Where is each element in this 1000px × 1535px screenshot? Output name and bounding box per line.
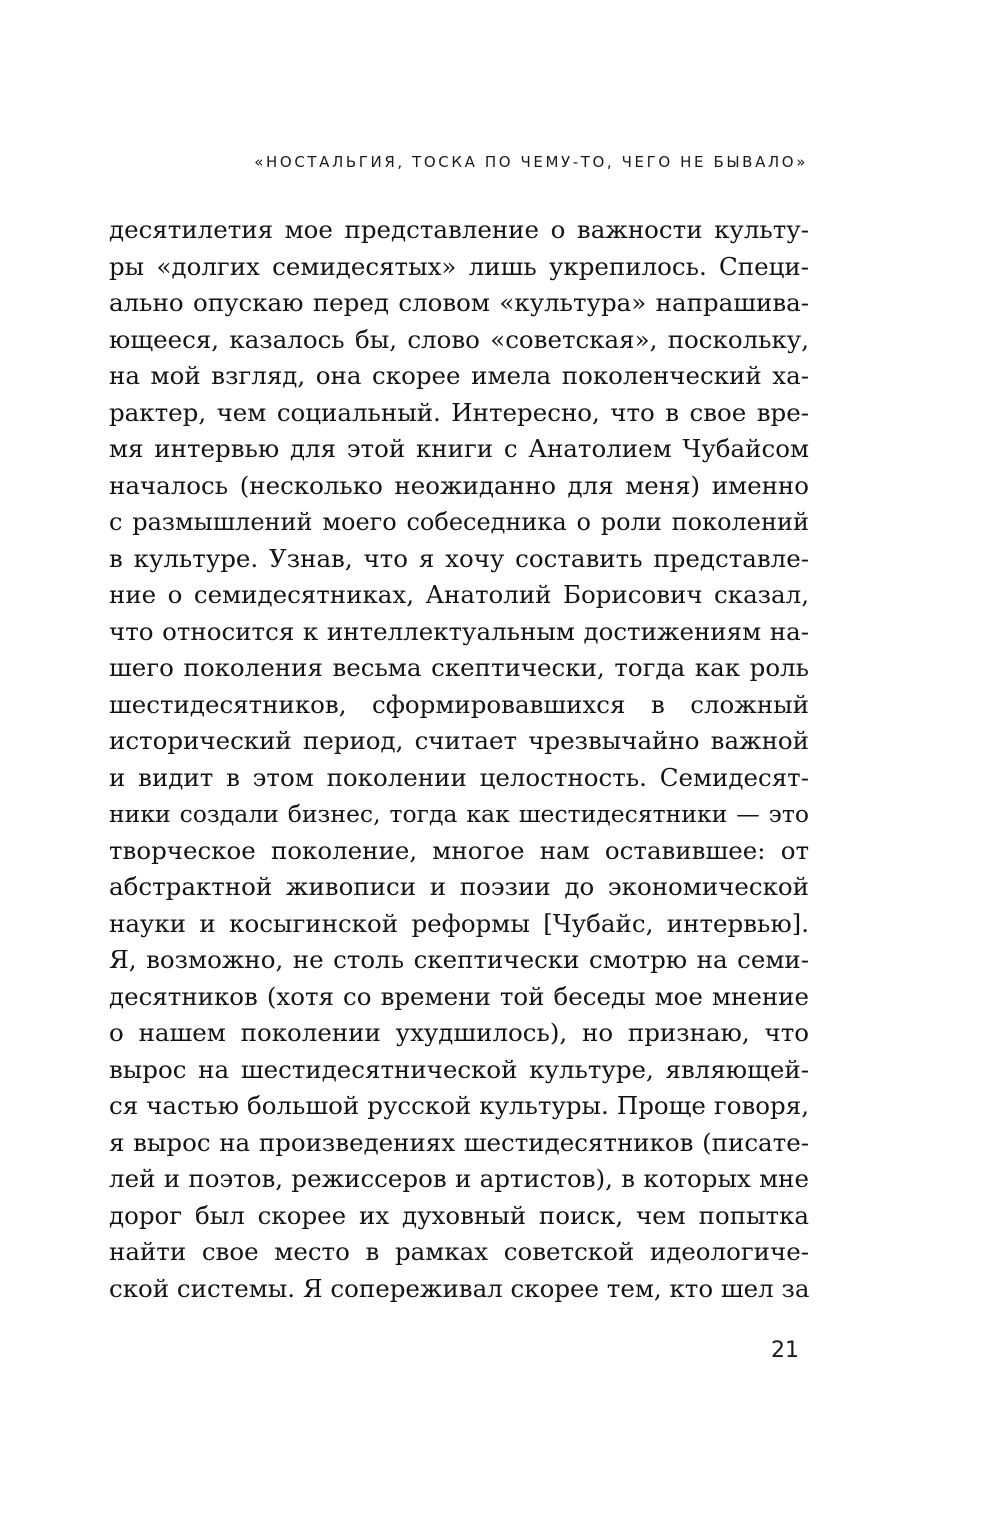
text-line: дорог был скорее их духовный поиск, чем попытка [109, 1200, 809, 1230]
text-line: науки и косыгинской реформы [Чубайс, интервью]. [109, 908, 809, 938]
text-line: с размышлений моего собеседника о роли поколений [109, 508, 809, 536]
text-line: на мой взгляд, она скорее имела поколенческий ха- [109, 361, 809, 390]
text-line: ской системы. Я сопереживал скорее тем, кто шел за [109, 1273, 810, 1303]
text-line: творческое поколение, многое нам оставившее: от [109, 835, 809, 865]
text-line: и видит в этом поколении целостность. Семидесят- [109, 762, 809, 792]
text-line: в культуре. Узнав, что я хочу составить представле- [109, 543, 809, 573]
text-line: шего поколения весьма скептически, тогда как роль [109, 653, 809, 682]
body-text [109, 212, 809, 1307]
text-line: началось (несколько неожиданно для меня) именно [109, 470, 809, 500]
text-line: что относится к интеллектуальным достижениям на- [109, 616, 809, 646]
text-line: о нашем поколении ухудшилось), но признаю, что [109, 1018, 809, 1047]
text-line: ся частью большой русской культуры. Проще говоря, [109, 1091, 809, 1120]
text-line: я вырос на произведениях шестидесятников (писате- [109, 1127, 809, 1157]
text-line: лей и поэтов, режиссеров и артистов), в которых мне [109, 1164, 809, 1193]
text-line: ники создали бизнес, тогда как шестидесятники — это [109, 800, 809, 828]
text-line: шестидесятников, сформировавшихся в сложный [109, 689, 809, 719]
running-header: «НОСТАЛЬГИЯ, ТОСКА ПО ЧЕМУ-ТО, ЧЕГО НЕ БЫВАЛО» [254, 153, 808, 171]
text-line: ры «долгих семидесятых» лишь укрепилось. Специ- [109, 251, 809, 281]
text-line: вырос на шестидесятнической культуре, являющей- [109, 1054, 809, 1084]
text-line: Я, возможно, не столь скептически смотрю на семи- [109, 945, 809, 974]
page-number: 21 [771, 1338, 799, 1363]
text-line: ние о семидесятниках, Анатолий Борисович сказал, [109, 580, 809, 609]
text-line: ально опускаю перед словом «культура» напрашива- [109, 288, 809, 317]
text-line: найти свое место в рамках советской идеологиче- [109, 1237, 809, 1266]
text-line: рактер, чем социальный. Интересно, что в свое вре- [109, 397, 809, 427]
text-line: десятилетия мое представление о важности культу- [109, 215, 809, 244]
text-line: мя интервью для этой книги с Анатолием Чубайсом [109, 434, 809, 463]
text-line: ющееся, казалось бы, слово «советская», поскольку, [109, 324, 809, 354]
text-line: абстрактной живописи и поэзии до экономической [109, 872, 809, 901]
text-line: десятников (хотя со времени той беседы мое мнение [109, 981, 809, 1011]
text-line: исторический период, считает чрезвычайно важной [109, 726, 809, 755]
